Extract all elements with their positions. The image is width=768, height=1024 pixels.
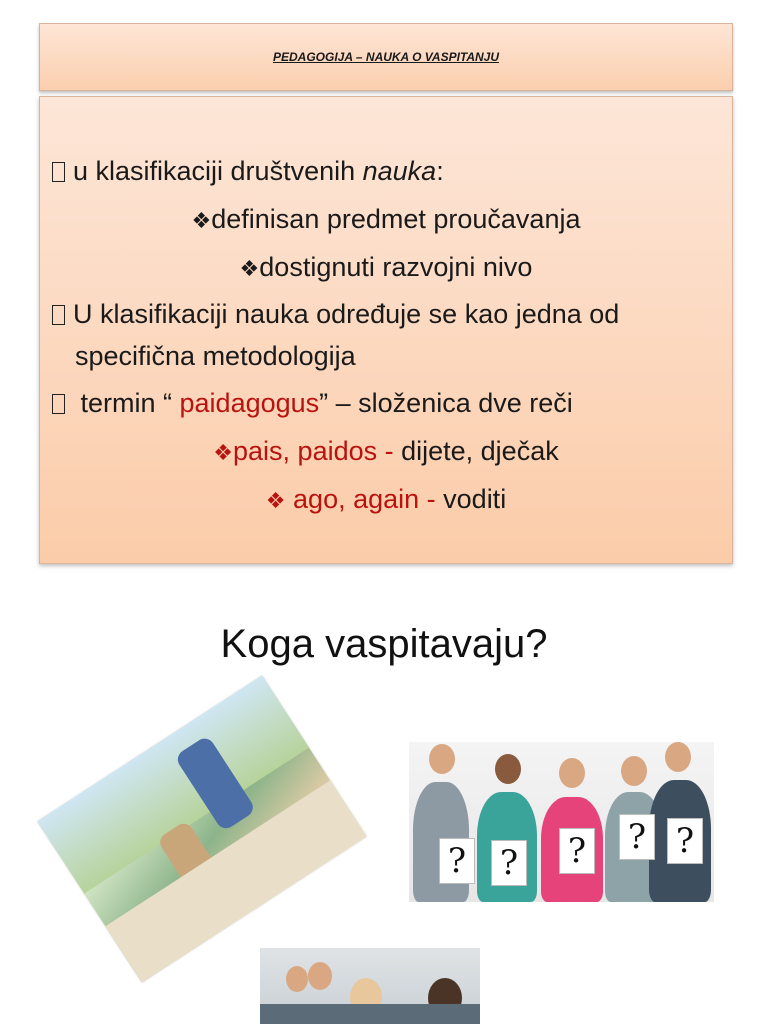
person-head bbox=[559, 758, 585, 788]
line-text: specifična metodologija bbox=[75, 341, 356, 371]
line-text: termin “ bbox=[73, 388, 180, 418]
bullet-line-4 bbox=[52, 298, 619, 330]
highlighted-term: ago, again - bbox=[285, 484, 444, 514]
sub-bullet-line-7 bbox=[40, 435, 732, 469]
bullet-line-5 bbox=[75, 340, 356, 372]
line-emphasis: nauka bbox=[362, 156, 437, 186]
clothing-region bbox=[260, 1004, 480, 1024]
bullet-line-1 bbox=[52, 155, 444, 187]
header-box bbox=[39, 23, 733, 91]
teens-question-marks-photo bbox=[409, 742, 714, 902]
line-text: u klasifikaciji društvenih bbox=[73, 156, 363, 186]
content-box bbox=[39, 96, 733, 564]
question-mark-sign: ? bbox=[439, 838, 475, 884]
bullet-square-icon bbox=[52, 305, 65, 325]
question-mark-sign: ? bbox=[491, 840, 527, 886]
line-text: dostignuti razvojni nivo bbox=[259, 252, 533, 282]
office-people-photo bbox=[260, 948, 480, 1024]
line-text: definisan predmet proučavanja bbox=[211, 204, 581, 234]
bullet-square-icon bbox=[52, 162, 65, 182]
line-text: voditi bbox=[443, 484, 507, 514]
highlighted-term: paidagogus bbox=[179, 388, 320, 418]
diamond-bullet-icon: ❖ bbox=[213, 440, 234, 465]
sub-bullet-line-8 bbox=[40, 483, 732, 517]
question-mark-sign: ? bbox=[667, 818, 703, 864]
diamond-bullet-icon: ❖ bbox=[191, 208, 212, 233]
person-head bbox=[308, 962, 332, 990]
person-head bbox=[286, 966, 308, 992]
diamond-bullet-icon: ❖ bbox=[239, 256, 260, 281]
sub-bullet-line-2 bbox=[40, 203, 732, 237]
person-head bbox=[495, 754, 521, 784]
kids-playground-photo bbox=[37, 676, 366, 983]
highlighted-term: pais, paidos - bbox=[233, 436, 402, 466]
person-head bbox=[665, 742, 691, 772]
person-head bbox=[621, 756, 647, 786]
question-mark-sign: ? bbox=[619, 814, 655, 860]
diamond-bullet-icon: ❖ bbox=[265, 488, 286, 513]
page-title: PEDAGOGIJA – NAUKA O VASPITANJU bbox=[272, 50, 500, 64]
bullet-square-icon bbox=[52, 394, 65, 414]
section-title: Koga vaspitavaju? bbox=[220, 622, 548, 666]
line-tail: : bbox=[436, 156, 444, 186]
bullet-line-6 bbox=[52, 387, 573, 419]
line-text: ” – složenica dve reči bbox=[319, 388, 573, 418]
line-text: dijete, dječak bbox=[401, 436, 559, 466]
line-text: U klasifikaciji nauka određuje se kao jedna od bbox=[73, 299, 620, 329]
question-mark-sign: ? bbox=[559, 828, 595, 874]
sub-bullet-line-3 bbox=[40, 251, 732, 285]
person-head bbox=[429, 744, 455, 774]
